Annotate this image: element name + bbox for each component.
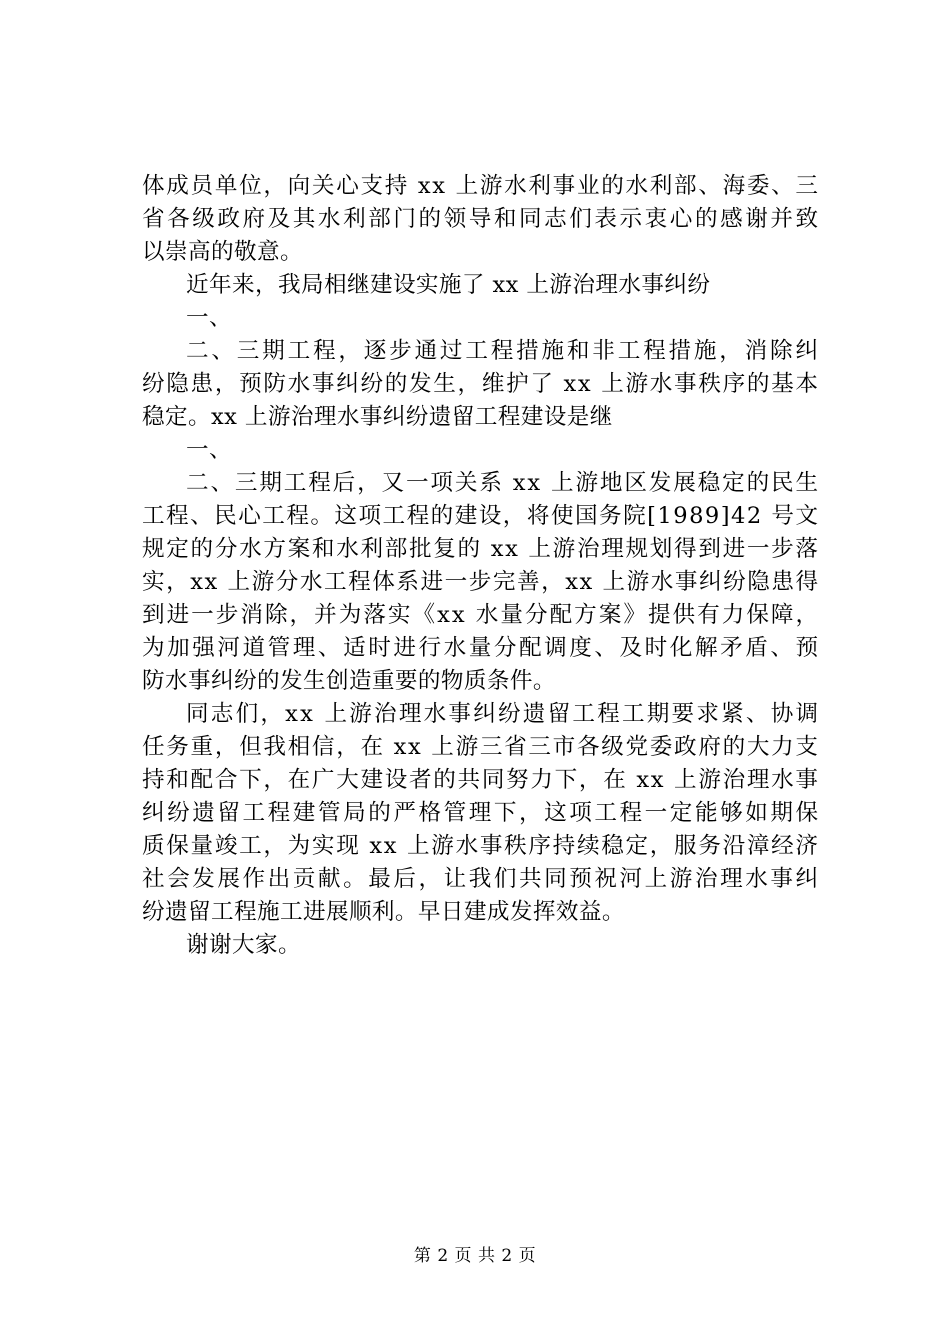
text-line: 纠纷遗留工程建管局的严格管理下，这项工程一定能够如期保: [142, 800, 821, 826]
text-line: 实，xx 上游分水工程体系进一步完善，xx 上游水事纠纷隐患得: [142, 569, 820, 595]
text-line: 社会发展作出贡献。最后，让我们共同预祝河上游治理水事纠: [142, 866, 821, 892]
text-line: 工程、民心工程。这项工程的建设，将使国务院[1989]42 号文: [142, 503, 820, 529]
text-line: 二、三期工程后，又一项关系 xx 上游地区发展稳定的民生: [186, 470, 820, 496]
text-line: 稳定。xx 上游治理水事纠纷遗留工程建设是继: [142, 404, 613, 430]
text-line: 体成员单位，向关心支持 xx 上游水利事业的水利部、海委、三: [142, 173, 820, 199]
text-line: 近年来，我局相继建设实施了 xx 上游治理水事纠纷: [186, 272, 711, 298]
text-line: 纷隐患，预防水事纠纷的发生，维护了 xx 上游水事秩序的基本: [142, 371, 820, 397]
text-line: 规定的分水方案和水利部批复的 xx 上游治理规划得到进一步落: [142, 536, 820, 562]
text-line: 同志们，xx 上游治理水事纠纷遗留工程工期要求紧、协调: [186, 701, 821, 727]
text-line: 为加强河道管理、适时进行水量分配调度、及时化解矛盾、预: [142, 635, 821, 661]
text-line: 纷遗留工程施工进展顺利。早日建成发挥效益。: [142, 899, 625, 925]
text-line: 任务重，但我相信，在 xx 上游三省三市各级党委政府的大力支: [142, 734, 820, 760]
text-line: 持和配合下，在广大建设者的共同努力下，在 xx 上游治理水事: [142, 767, 820, 793]
text-line: 一、: [186, 305, 232, 331]
document-body: [142, 170, 821, 962]
page-footer: 第 2 页 共 2 页: [413, 1246, 537, 1266]
text-line: 防水事纠纷的发生创造重要的物质条件。: [142, 668, 556, 694]
text-line: 质保量竣工，为实现 xx 上游水事秩序持续稳定，服务沿漳经济: [142, 833, 820, 859]
text-line: 二、三期工程，逐步通过工程措施和非工程措施，消除纠: [186, 338, 821, 364]
text-line: 谢谢大家。: [186, 932, 301, 958]
text-line: 一、: [186, 437, 232, 463]
text-line: 省各级政府及其水利部门的领导和同志们表示衷心的感谢并致: [142, 206, 821, 232]
text-line: 以崇高的敬意。: [142, 239, 303, 265]
text-line: 到进一步消除，并为落实《xx 水量分配方案》提供有力保障，: [142, 602, 821, 628]
